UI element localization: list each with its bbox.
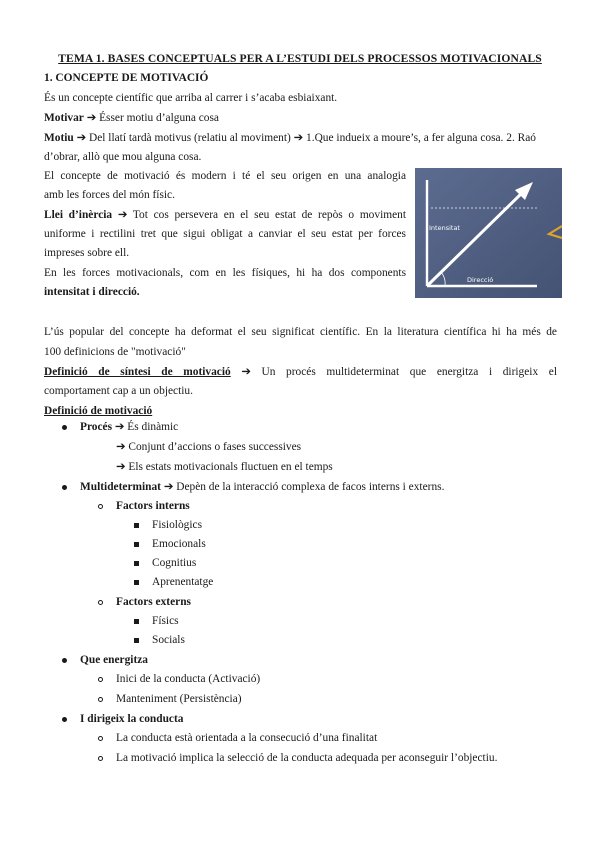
bullet-circle bbox=[98, 677, 103, 682]
dirigeix-item: La conducta està orientada a la consecució d’una finalitat bbox=[116, 732, 378, 744]
inercia-line-1 bbox=[44, 208, 406, 222]
bullet-dot bbox=[62, 658, 67, 663]
proces-text: ➔ És dinàmic bbox=[112, 421, 179, 433]
bullet-circle bbox=[98, 504, 103, 509]
energitza-item: Inici de la conducta (Activació) bbox=[116, 673, 261, 685]
bullet-circle bbox=[98, 600, 103, 605]
modern-line-2: amb les forces del món físic. bbox=[44, 189, 175, 201]
inercia-line-2: uniforme i rectilini tret que sigui obligat a canviar el seu estat per forces bbox=[44, 228, 406, 240]
bullet-square bbox=[134, 542, 139, 547]
list-item-proces bbox=[80, 420, 178, 434]
bullet-square bbox=[134, 619, 139, 624]
bullet-dot bbox=[62, 717, 67, 722]
motiu-term: Motiu bbox=[44, 132, 74, 144]
multi-term: Multideterminat bbox=[80, 481, 161, 493]
bullet-circle bbox=[98, 756, 103, 761]
proces-term: Procés bbox=[80, 421, 113, 433]
page-title: TEMA 1. BASES CONCEPTUALS PER A L’ESTUDI DELS PROCESSOS MOTIVACIONALS bbox=[58, 52, 542, 65]
modern-line-1: El concepte de motivació és modern i té el seu origen en una analogia bbox=[44, 170, 406, 182]
bullet-dot bbox=[62, 425, 67, 430]
dirigeix-item: La motivació implica la selecció de la conducta adequada per aconseguir l’objectiu. bbox=[116, 752, 498, 764]
motivar-term: Motivar bbox=[44, 112, 84, 124]
intensity-label: Intensitat bbox=[429, 224, 460, 232]
forces-line-1: En les forces motivacionals, com en les físiques, hi ha dos components bbox=[44, 267, 406, 279]
list-item-multideterminat bbox=[80, 480, 444, 494]
sintesi-line-2: comportament cap a un objectiu. bbox=[44, 385, 193, 397]
vector-diagram bbox=[415, 168, 562, 298]
bullet-circle bbox=[98, 736, 103, 741]
direction-label: Direcció bbox=[467, 276, 494, 284]
popular-line-2: 100 definicions de "motivació" bbox=[44, 346, 186, 358]
motivar-text: ➔ Ésser motiu d’alguna cosa bbox=[83, 112, 219, 124]
popular-line-1: L’ús popular del concepte ha deformat el seu significat científic. En la literatura científica hi ha més de bbox=[44, 326, 557, 338]
intern-item: Emocionals bbox=[152, 538, 206, 550]
bullet-circle bbox=[98, 697, 103, 702]
list-item-dirigeix: I dirigeix la conducta bbox=[80, 713, 184, 725]
intro-paragraph: És un concepte científic que arriba al carrer i s’acaba esbiaixant. bbox=[44, 92, 338, 104]
inercia-term: Llei d’inèrcia bbox=[44, 209, 113, 221]
section-heading: 1. CONCEPTE DE MOTIVACIÓ bbox=[44, 72, 209, 84]
extern-item: Socials bbox=[152, 634, 185, 646]
definition-heading: Definició de motivació bbox=[44, 405, 153, 417]
sintesi-text: ➔ Un procés multideterminat que energitza i dirigeix el bbox=[230, 366, 558, 378]
intern-item: Fisiològics bbox=[152, 519, 203, 531]
inercia-text-1: ➔ Tot cos persevera en el seu estat de repòs o moviment bbox=[112, 209, 407, 221]
list-item-energitza: Que energitza bbox=[80, 654, 149, 666]
bullet-square bbox=[134, 580, 139, 585]
proces-sub-1: ➔ Conjunt d’accions o fases successives bbox=[116, 441, 302, 453]
motiu-text: ➔ Del llatí tardà motivus (relatiu al moviment) ➔ 1.Que indueix a moure’s, a fer alguna cosa. 2. Raó bbox=[73, 132, 536, 144]
intern-item: Cognitius bbox=[152, 557, 197, 569]
sintesi-line-1 bbox=[44, 365, 557, 379]
motiu-continuation: d’obrar, allò que mou alguna cosa. bbox=[44, 151, 202, 163]
vector-figure bbox=[415, 168, 562, 298]
bullet-square bbox=[134, 523, 139, 528]
proces-sub-2: ➔ Els estats motivacionals fluctuen en el temps bbox=[116, 461, 333, 473]
factors-interns-label: Factors interns bbox=[116, 500, 190, 512]
bullet-square bbox=[134, 638, 139, 643]
multi-text: ➔ Depèn de la interacció complexa de facos interns i externs. bbox=[160, 481, 445, 493]
inercia-line-3: impreses sobre ell. bbox=[44, 247, 130, 259]
bullet-square bbox=[134, 561, 139, 566]
factors-externs-label: Factors externs bbox=[116, 596, 191, 608]
bullet-dot bbox=[62, 485, 67, 490]
motivar-definition bbox=[44, 111, 219, 125]
forces-line-2: intensitat i direcció. bbox=[44, 286, 140, 298]
energitza-item: Manteniment (Persistència) bbox=[116, 693, 242, 705]
sintesi-term: Definició de síntesi de motivació bbox=[44, 366, 231, 378]
motiu-definition bbox=[44, 131, 536, 145]
intern-item: Aprenentatge bbox=[152, 576, 214, 588]
extern-item: Físics bbox=[152, 615, 179, 627]
